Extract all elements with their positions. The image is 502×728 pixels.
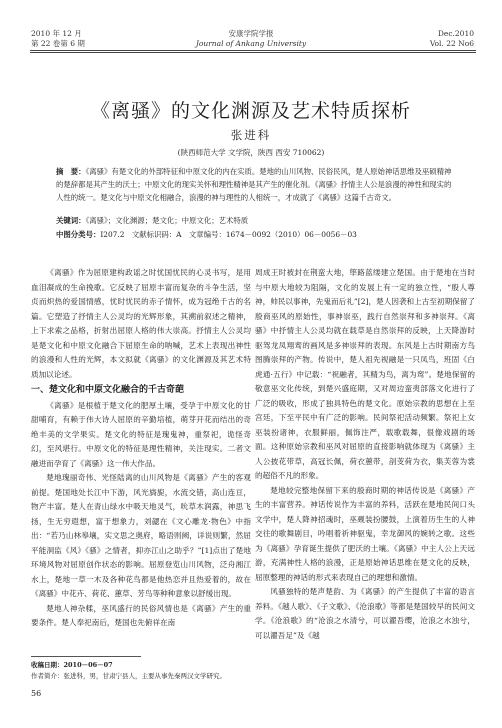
page-number: 56 [31,689,42,698]
paragraph: 风骚独特的楚声楚韵、为《离骚》的产生提供了丰富的语言养料。《越人歌》、《子文歌》、《沧浪歌》等都是楚国较早的民间文学。《沧浪歌》的“沧浪之水清兮，可以濯吾缨，沧浪之水浊兮，可以濯吾足”及《越 [255,587,475,640]
paragraph: 《离骚》作为屈原建构政谣之时忧国忧民的心灵书写，是用血泪凝成的生命挽歌。它反映了屈原丰富而复杂的斗争生活，坚贞而炽热的爱国情感，忧时忧民的赤子情怀，成为冠绝千古的名篇。它塑造了抒情主人公灵均的光辉形象，其溯前叙述之精神，上下求索之品格，折射出屈原人格的伟大崇高。抒情主人公灵均是楚文化和中原文化融合下屈原生命的呐喊，艺术上表现出神性的浪漫和人性的光辉，本文拟就《离骚》的文化渊源及其艺术特质加以论述。 [31,268,251,379]
section-heading: 一、楚文化和中原文化融合的千古奇葩 [31,385,185,395]
header-volume-en: Vol. 22 No6 [429,39,474,48]
paragraph: 楚地较完整地保留下来的殷商时期的神话传说是《离骚》产生的丰富营养。神话传说作为丰富的养料，活跃在楚地民间口头文学中，楚人降神招魂时，巫觋装扮腰鼓，上演着历生生的人神交往的歌舞剧目，吟唱着祈神驱鬼，幸龙御风的婉转之歌。这些为《离骚》孕育诞生提供了肥沃的土壤。《离骚》中主人公上天远游，充满神性人格的浪漫，正是原始神话思维在楚文化的反映，屈原整理的神话的形式来表现自己的理想和激情。 [255,485,475,582]
footnote [31,660,271,682]
abstract [56,165,454,205]
paragraph: 周成王时被封在荆蛮大地，筚路蓝缕建立楚国。由于楚地在当时与中原大地较为阻隔，文化的发展上有一定的独立性，“殷人尊神，帅民以事神，先鬼而后礼”[2]，楚人因袭和上古至初期保留了殷商巫风的原始性，事神崇巫，践行自然崇拜和多神崇拜。《离骚》中抒情主人公灵均就在载草是自然崇拜的反映，上天降游时驱驾龙凤翔鸾的画风是多神崇拜的表现。东风是上古时期南方鸟图腾崇拜的产物。传说中，楚人祖先视融是一只凤鸟，班固《白虎通·五行》中记载：“祝融者，其精为鸟，离为鸾”。楚地保留的敬意巫文化传统，到楚兴盛庭期，又对周边蛮夷部落文化进行了广泛的吸收，形成了独具特色的楚文化。原始宗教的思想在上至宫廷，下至平民中有广泛的影响。民间祭祀活动频繁。祭祀上女巫装扮诸神，衣服鲜丽，佩饰注严，载歌载舞，很像戏剧的场面。这种原始宗教和巫风对屈原的直接影响就体现为《离骚》主人公披花带草，高冠长佩，荷衣蕙带，剖芰荷为衣，集芙蓉为裳的超俗不凡的形象。 [255,268,475,480]
keywords-text: 《离骚》；文化渊源；楚文化；中原文化；艺术特质 [85,216,249,225]
header-date-en: Dec.2010 [437,29,474,38]
paragraph: 《离骚》是根植于楚文化的肥厚土壤，受孕于中原文化的甘甜哺育，有赖于伟大诗人屈原的辛勤培植，萌芽开花而结出的奇绝丰美的文学果实。楚文化的特征是瑰鬼神，重祭祀，诡怪奇幻，至风堪行。中原文化的特征是理性精神，关注现实。二者文融进而孕育了《离骚》这一伟大作品。 [31,400,251,468]
classification [56,229,454,240]
author-name: 张进科 [230,128,272,142]
keywords [56,215,454,226]
keywords-label: 关键词： [56,216,86,225]
classification-text: I207.2 文献标识码：A 文章编号：1674－0092（2010）06－0056－03 [100,230,357,239]
author-affiliation: (陕西师范大学 文学院，陕西 西安 710062) [177,148,325,157]
header-rule [30,50,476,51]
received-date: 收稿日期：2010－06－07 [31,661,113,669]
header-volume: 第 22 卷第 6 期 [31,39,85,48]
header-date: 2010 年 12 月 [31,29,82,38]
footnote-rule [31,656,141,657]
journal-name-cn: 安康学院学报 [228,29,274,38]
abstract-label: 摘 要： [56,167,86,176]
journal-name-en: Journal of Ankang University [195,39,307,48]
abstract-text: 《离骚》有楚文化的外部特征和中原文化的内在实质。楚地的山川风物、民俗民风，楚人原始神话思维及巫硕精神的楚辞都是其产生的沃土；中原文化的现实关怀和理性精神是其产生的催化剂。《离骚》抒情主人公是浪漫的神性和现实的人性的统一。楚文化与中原文化相融合，浪漫的神与理性的人相统一，才成就了《离骚》这篇千古奇文。 [56,167,452,203]
left-column [31,266,251,631]
article-title: 《离骚》的文化渊源及艺术特质探析 [90,100,411,122]
paragraph: 楚地瑰丽奇伟、光怪陆离的山川风物是《离骚》产生的客观前提。楚国地处长江中下游，风光旖旎，水流交错，高山连亘，物产丰富。楚人在青山绿水中吸天地灵气，吮草木润露，神思飞扬，生无穷遐想，富于想象力，刘勰在《文心雕龙·物色》中指出：“若乃山林皋壤，实文思之奥府，略语则阙，详说则繁，然屈平能洞监《风》《骚》之情者，抑亦江山之助乎？”[1]点出了楚地环境风物对屈原创作状态的影响。屈原登览山川风物，泛舟湘江水上，楚地一草一木及各种花鸟都是他热恋并且热爱着的，故在《离骚》中花卉、荷花、蕙草、芳鸟等种种意象以舒缓出现。 [31,473,251,598]
author-info: 作者简介：张进科，男，甘肃宁县人，主要从事先秦两汉文学研究。 [31,672,226,680]
right-column [255,266,475,643]
classification-label: 中图分类号： [56,230,101,239]
header-rule-2 [30,52,476,53]
paragraph: 楚地人神杂糅，巫风盛行的民俗风情也是《离骚》产生的重要条件。楚人奉祀南后，楚国也先俯祥在南 [31,603,251,627]
